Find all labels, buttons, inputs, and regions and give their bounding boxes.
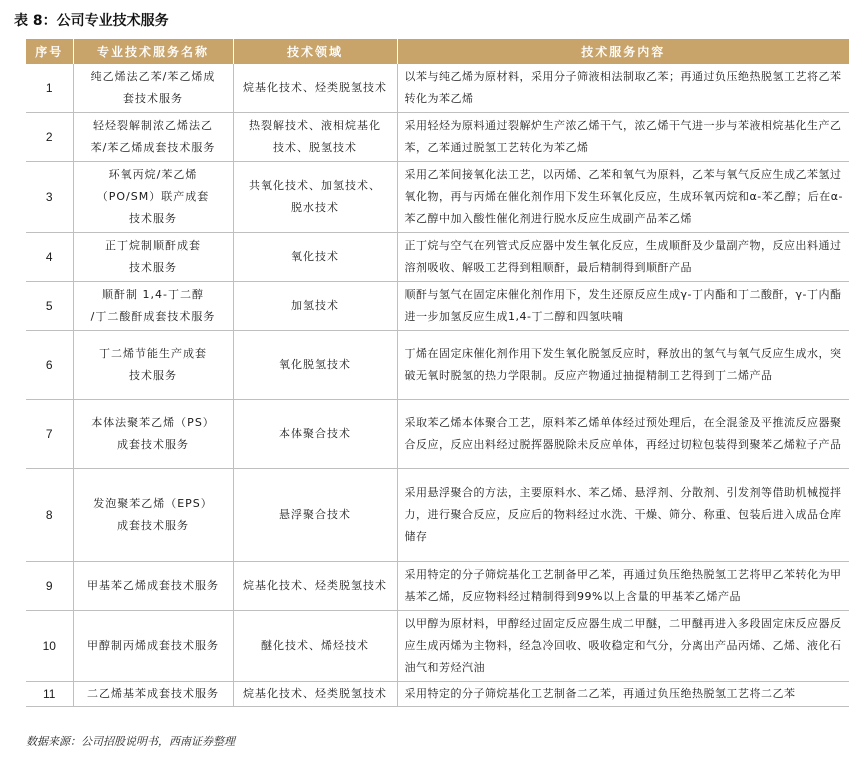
cell-service-content: 采用悬浮聚合的方法，主要原料水、苯乙烯、悬浮剂、分散剂、引发剂等借助机械搅拌力，进行聚合反应，反应后的物料经过水洗、干燥、筛分、称重、包装后进入成品仓库储存 (397, 469, 849, 562)
source-note: 数据来源：公司招股说明书，西南证券整理 (26, 735, 235, 748)
header-field: 技术领域 (233, 39, 397, 64)
cell-no: 4 (26, 233, 73, 282)
table-row (26, 611, 849, 682)
cell-tech-field: 氧化脱氢技术 (233, 331, 397, 400)
table-row (26, 562, 849, 611)
cell-service-content: 以苯与纯乙烯为原材料，采用分子筛液相法制取乙苯；再通过负压绝热脱氢工艺将乙苯转化为苯乙烯 (397, 64, 849, 113)
cell-tech-field: 烷基化技术、烃类脱氢技术 (233, 64, 397, 113)
header-name: 专业技术服务名称 (73, 39, 233, 64)
table-title: 表 8：公司专业技术服务 (14, 13, 169, 29)
cell-no: 6 (26, 331, 73, 400)
cell-no: 1 (26, 64, 73, 113)
header-content: 技术服务内容 (397, 39, 849, 64)
cell-tech-field: 烷基化技术、烃类脱氢技术 (233, 562, 397, 611)
cell-tech-field: 醚化技术、烯烃技术 (233, 611, 397, 682)
cell-no: 8 (26, 469, 73, 562)
header-no: 序号 (26, 39, 73, 64)
cell-no: 7 (26, 400, 73, 469)
services-table-container (26, 39, 849, 707)
cell-tech-field: 悬浮聚合技术 (233, 469, 397, 562)
cell-service-content: 采用乙苯间接氧化法工艺，以丙烯、乙苯和氧气为原料，乙苯与氧气反应生成乙苯氢过氧化物，再与丙烯在催化剂作用下发生环氧化反应，生成环氧丙烷和α-苯乙醇；后在α-苯乙醇中加入酸性催化剂进行脱水反应生成副产品苯乙烯 (397, 162, 849, 233)
cell-service-content: 采用特定的分子筛烷基化工艺制备甲乙苯，再通过负压绝热脱氢工艺将甲乙苯转化为甲基苯乙烯，反应物料经过精制得到99%以上含量的甲基苯乙烯产品 (397, 562, 849, 611)
cell-service-content: 采用特定的分子筛烷基化工艺制备二乙苯，再通过负压绝热脱氢工艺将二乙苯 (397, 682, 849, 707)
cell-service-content: 丁烯在固定床催化剂作用下发生氧化脱氢反应时，释放出的氢气与氧气反应生成水，突破无氧时脱氢的热力学限制。反应产物通过抽提精制工艺得到丁二烯产品 (397, 331, 849, 400)
table-row (26, 469, 849, 562)
table-row (26, 162, 849, 233)
cell-no: 11 (26, 682, 73, 707)
cell-tech-field: 加氢技术 (233, 282, 397, 331)
cell-service-name: 甲醇制丙烯成套技术服务 (73, 611, 233, 682)
cell-service-content: 以甲醇为原材料，甲醇经过固定反应器生成二甲醚，二甲醚再进入多段固定床反应器反应生成丙烯为主物料，经急冷回收、吸收稳定和气分，分离出产品丙烯、乙烯、液化石油气和芳烃汽油 (397, 611, 849, 682)
header-row (26, 39, 849, 64)
table-row (26, 282, 849, 331)
table-row (26, 400, 849, 469)
table-body (26, 64, 849, 707)
cell-no: 5 (26, 282, 73, 331)
cell-no: 10 (26, 611, 73, 682)
cell-service-name: 顺酐制 1,4-丁二醇 /丁二酸酐成套技术服务 (73, 282, 233, 331)
cell-service-name: 正丁烷制顺酐成套 技术服务 (73, 233, 233, 282)
cell-service-name: 本体法聚苯乙烯（PS） 成套技术服务 (73, 400, 233, 469)
cell-service-name: 甲基苯乙烯成套技术服务 (73, 562, 233, 611)
cell-service-content: 采用轻烃为原料通过裂解炉生产浓乙烯干气，浓乙烯干气进一步与苯液相烷基化生产乙苯，乙苯通过脱氢工艺转化为苯乙烯 (397, 113, 849, 162)
table-row (26, 64, 849, 113)
cell-service-content: 采取苯乙烯本体聚合工艺，原料苯乙烯单体经过预处理后，在全混釜及平推流反应器聚合反应，反应出料经过脱挥器脱除未反应单体，再经过切粒包装得到聚苯乙烯粒子产品 (397, 400, 849, 469)
cell-service-name: 丁二烯节能生产成套 技术服务 (73, 331, 233, 400)
cell-service-content: 顺酐与氢气在固定床催化剂作用下，发生还原反应生成γ-丁内酯和丁二酸酐，γ-丁内酯进一步加氢反应生成1,4-丁二醇和四氢呋喃 (397, 282, 849, 331)
cell-service-name: 二乙烯基苯成套技术服务 (73, 682, 233, 707)
cell-service-name: 轻烃裂解制浓乙烯法乙 苯/苯乙烯成套技术服务 (73, 113, 233, 162)
table-row (26, 233, 849, 282)
services-table (26, 39, 849, 707)
cell-tech-field: 共氧化技术、加氢技术、 脱水技术 (233, 162, 397, 233)
cell-tech-field: 本体聚合技术 (233, 400, 397, 469)
cell-tech-field: 氧化技术 (233, 233, 397, 282)
table-row (26, 682, 849, 707)
cell-service-content: 正丁烷与空气在列管式反应器中发生氧化反应，生成顺酐及少量副产物，反应出料通过溶剂吸收、解吸工艺得到粗顺酐，最后精制得到顺酐产品 (397, 233, 849, 282)
table-row (26, 113, 849, 162)
cell-service-name: 发泡聚苯乙烯（EPS） 成套技术服务 (73, 469, 233, 562)
table-row (26, 331, 849, 400)
cell-no: 2 (26, 113, 73, 162)
cell-tech-field: 烷基化技术、烃类脱氢技术 (233, 682, 397, 707)
cell-tech-field: 热裂解技术、液相烷基化 技术、脱氢技术 (233, 113, 397, 162)
cell-no: 3 (26, 162, 73, 233)
cell-no: 9 (26, 562, 73, 611)
cell-service-name: 纯乙烯法乙苯/苯乙烯成 套技术服务 (73, 64, 233, 113)
cell-service-name: 环氧丙烷/苯乙烯 （PO/SM）联产成套 技术服务 (73, 162, 233, 233)
